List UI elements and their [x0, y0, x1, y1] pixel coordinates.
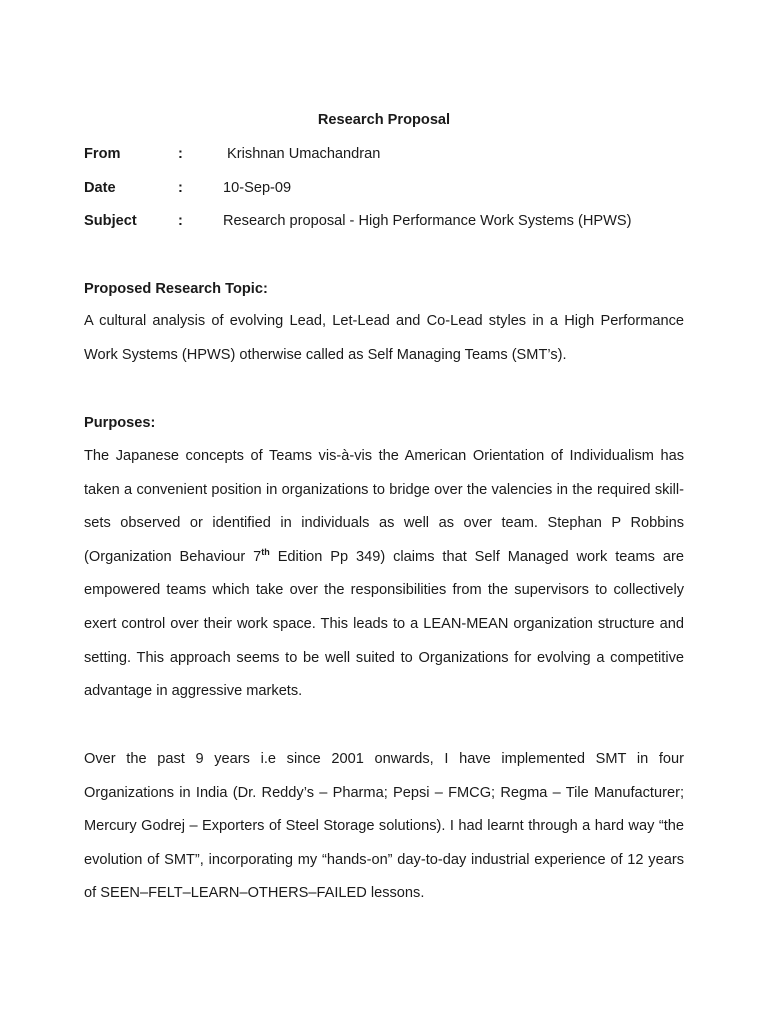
date-row — [84, 179, 704, 197]
purposes-text-part1: The Japanese concepts of Teams vis-à-vis the American Orientation of Individualism has taken a convenient position in organizations to bridge over the valencies in the required skill-sets observed or identified in individuals as well as over team. Stephan P Robbins (Organization Behaviour 7 — [84, 448, 684, 565]
experience-paragraph: Over the past 9 years i.e since 2001 onwards, I have implemented SMT in four Organizations in India (Dr. Reddy’s – Pharma; Pepsi – FMCG; Regma – Tile Manufacturer; Mercury Godrej – Exporters of Steel Storage solutions). I had learnt through a hard way “the evolution of SMT”, incorporating my “hands-on” day-to-day industrial experience of 12 years of SEEN–FELT–LEARN–OTHERS–FAILED lessons. — [84, 751, 684, 902]
from-label: From — [84, 146, 121, 162]
document-title: Research Proposal — [317, 112, 451, 128]
from-colon: : — [178, 146, 183, 162]
date-value: 10-Sep-09 — [223, 180, 292, 196]
date-label: Date — [84, 180, 116, 196]
purposes-text-part2: Edition Pp 349) claims that Self Managed work teams are empowered teams which take over the responsibilities from the supervisors to collectively exert control over their work space. This leads to a LEAN-MEAN organization structure and setting. This approach seems to be well suited to Organizations for evolving a competitive advantage in aggressive markets. — [84, 548, 684, 700]
from-row — [84, 145, 704, 163]
subject-colon: : — [178, 213, 183, 229]
purposes-paragraph — [84, 440, 684, 709]
from-value: Krishnan Umachandran — [223, 146, 381, 162]
topic-heading: Proposed Research Topic: — [84, 281, 268, 297]
topic-paragraph: A cultural analysis of evolving Lead, Let-Lead and Co-Lead styles in a High Performance Work Systems (HPWS) otherwise called as Self Managing Teams (SMT’s). — [84, 313, 684, 363]
subject-value: Research proposal - High Performance Work Systems (HPWS) — [223, 213, 632, 229]
purposes-heading: Purposes: — [84, 415, 156, 431]
date-colon: : — [178, 180, 183, 196]
edition-superscript: th — [261, 546, 270, 557]
subject-row — [84, 212, 704, 230]
subject-label: Subject — [84, 213, 137, 229]
